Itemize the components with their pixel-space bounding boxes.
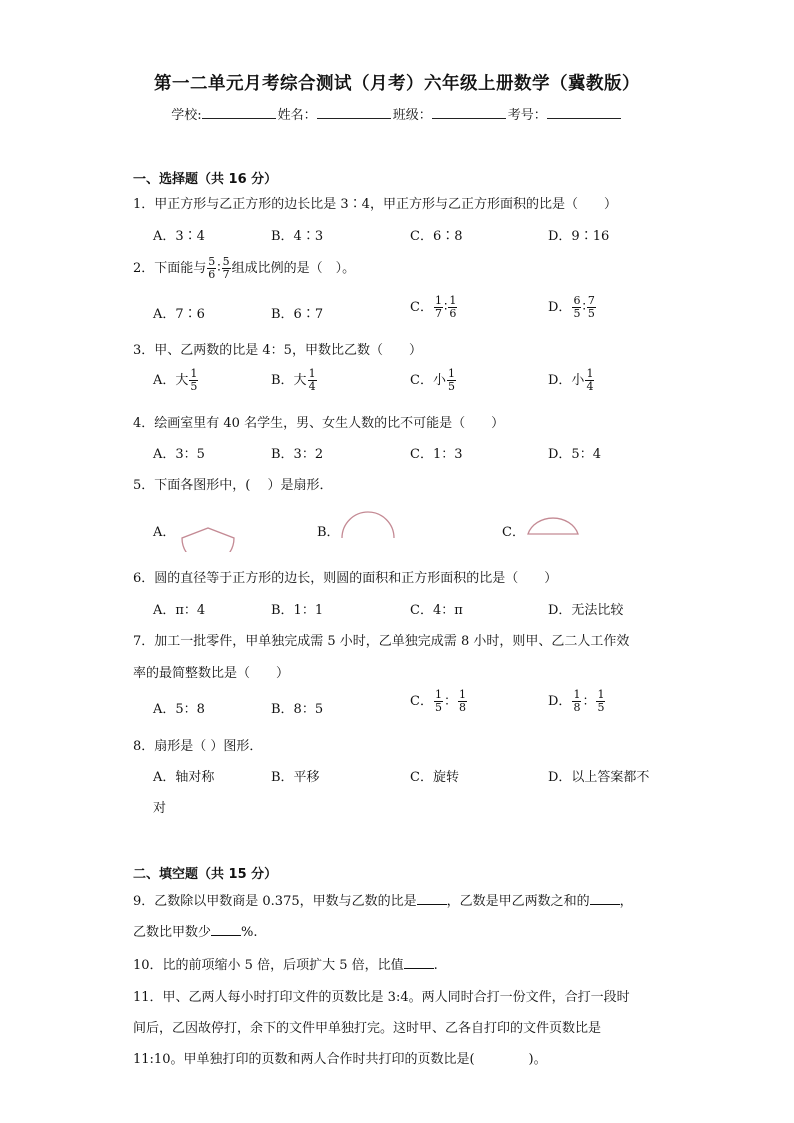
q9-blank-3[interactable] — [211, 924, 241, 936]
question-7-line-1: 7．加工一批零件，甲单独完成需 5 小时，乙单独完成需 8 小时，则甲、乙二人工作效 — [133, 634, 630, 649]
q4-option-b[interactable]: B．3：2 — [271, 447, 324, 462]
q2-fraction-2: $\frac{5}{7}$ — [222, 255, 230, 281]
question-11-line-1: 11．甲、乙两人每小时打印文件的页数比是 3:4。两人同时合打一份文件，合打一段时 — [133, 990, 630, 1005]
q5-option-c[interactable]: C． — [502, 525, 525, 540]
class-label: 班级： — [392, 108, 432, 123]
name-blank[interactable] — [317, 106, 391, 119]
q2-option-a[interactable]: A．7∶6 — [153, 307, 205, 322]
q3-option-a[interactable]: A．大 $\frac{1}{5}$ — [153, 367, 198, 393]
q5-figure-c-segment — [526, 514, 580, 536]
q1-option-b[interactable]: B．4∶3 — [271, 229, 324, 244]
q9-blank-1[interactable] — [417, 893, 447, 905]
exam-no-blank[interactable] — [547, 106, 621, 119]
q5-option-b[interactable]: B． — [317, 525, 340, 540]
q8-option-d[interactable]: D．以上答案都不 — [548, 770, 650, 785]
q3-option-d[interactable]: D．小 $\frac{1}{4}$ — [548, 367, 594, 393]
q5-option-a[interactable]: A． — [153, 525, 176, 540]
q2-text-post: 组成比例的是（ ）。 — [231, 261, 356, 276]
q7-option-b[interactable]: B．8：5 — [271, 702, 324, 717]
question-1-stem: 1．甲正方形与乙正方形的边长比是 3∶4，甲正方形与乙正方形面积的比是（ ） — [133, 197, 617, 212]
q7-option-a[interactable]: A．5：8 — [153, 702, 205, 717]
q1-option-d[interactable]: D．9∶16 — [548, 229, 610, 244]
q2-option-b[interactable]: B．6∶7 — [271, 307, 324, 322]
question-6-stem: 6．圆的直径等于正方形的边长，则圆的面积和正方形面积的比是（ ） — [133, 571, 558, 586]
q4-option-c[interactable]: C．1：3 — [410, 447, 463, 462]
question-9-line-1: 9．乙数除以甲数商是 0.375，甲数与乙数的比是 ，乙数是甲乙两数之和的 ， — [133, 894, 633, 909]
question-3-stem: 3．甲、乙两数的比是 4：5，甲数比乙数（ ） — [133, 343, 422, 358]
q7-option-d[interactable]: D． $\frac{1}{8}$ ： $\frac{1}{5}$ — [548, 688, 605, 714]
question-5-stem: 5．下面各图形中，( ）是扇形． — [133, 478, 333, 493]
q1-option-a[interactable]: A．3∶4 — [153, 229, 205, 244]
question-2-stem — [133, 256, 355, 281]
question-4-stem: 4．绘画室里有 40 名学生，男、女生人数的比不可能是（ ） — [133, 416, 505, 431]
question-7-line-2: 率的最简整数比是（ ） — [133, 666, 290, 681]
q8-option-b[interactable]: B．平移 — [271, 770, 320, 785]
q8-option-c[interactable]: C．旋转 — [410, 770, 459, 785]
question-11-line-3: 11:10。甲单独打印的页数和两人合作时共打印的页数比是( )。 — [133, 1052, 547, 1067]
q3-option-b[interactable]: B．大 $\frac{1}{4}$ — [271, 367, 316, 393]
q4-option-a[interactable]: A．3：5 — [153, 447, 205, 462]
q6-option-a[interactable]: A．π：4 — [153, 603, 206, 618]
q3-option-c[interactable]: C．小 $\frac{1}{5}$ — [410, 367, 455, 393]
exam-no-label: 考号： — [507, 108, 547, 123]
question-10: 10．比的前项缩小 5 倍，后项扩大 5 倍，比值 . — [133, 958, 438, 973]
q5-figure-a-sector — [178, 506, 238, 552]
q2-option-d[interactable]: D． $\frac{6}{5}$ ∶ $\frac{7}{5}$ — [548, 294, 595, 320]
q6-option-b[interactable]: B．1：1 — [271, 603, 324, 618]
q2-option-c[interactable]: C． $\frac{1}{7}$ ∶ $\frac{1}{6}$ — [410, 294, 457, 320]
q10-blank[interactable] — [404, 957, 434, 969]
q2-fraction-1: $\frac{5}{6}$ — [208, 255, 216, 281]
q2-text-pre: 2．下面能与 — [133, 261, 207, 276]
q4-option-d[interactable]: D．5：4 — [548, 447, 601, 462]
school-blank[interactable] — [202, 106, 276, 119]
q1-option-c[interactable]: C．6∶8 — [410, 229, 463, 244]
section-choice-title: 一、选择题（共 16 分） — [133, 172, 278, 187]
q8-option-d-continued: 对 — [153, 801, 167, 816]
question-9-line-2: 乙数比甲数少 %. — [133, 925, 258, 940]
class-blank[interactable] — [432, 106, 506, 119]
page-title: 第一二单元月考综合测试（月考）六年级上册数学（冀教版） — [154, 74, 640, 94]
q7-option-c[interactable]: C． $\frac{1}{5}$ ： $\frac{1}{8}$ — [410, 688, 466, 714]
q8-option-a[interactable]: A．轴对称 — [153, 770, 215, 785]
section-fill-title: 二、填空题（共 15 分） — [133, 867, 278, 882]
q9-blank-2[interactable] — [590, 893, 620, 905]
student-info-line — [0, 104, 794, 123]
q6-option-c[interactable]: C．4：π — [410, 603, 463, 618]
q2-colon: ∶ — [217, 261, 221, 276]
q5-figure-b-arc — [340, 509, 396, 539]
question-8-stem: 8．扇形是（ ）图形． — [133, 739, 263, 754]
question-11-line-2: 间后，乙因故停打，余下的文件甲单独打完。这时甲、乙各自打印的文件页数比是 — [133, 1021, 602, 1036]
school-label: 学校: — [171, 108, 202, 123]
name-label: 姓名： — [277, 108, 317, 123]
q6-option-d[interactable]: D．无法比较 — [548, 603, 624, 618]
